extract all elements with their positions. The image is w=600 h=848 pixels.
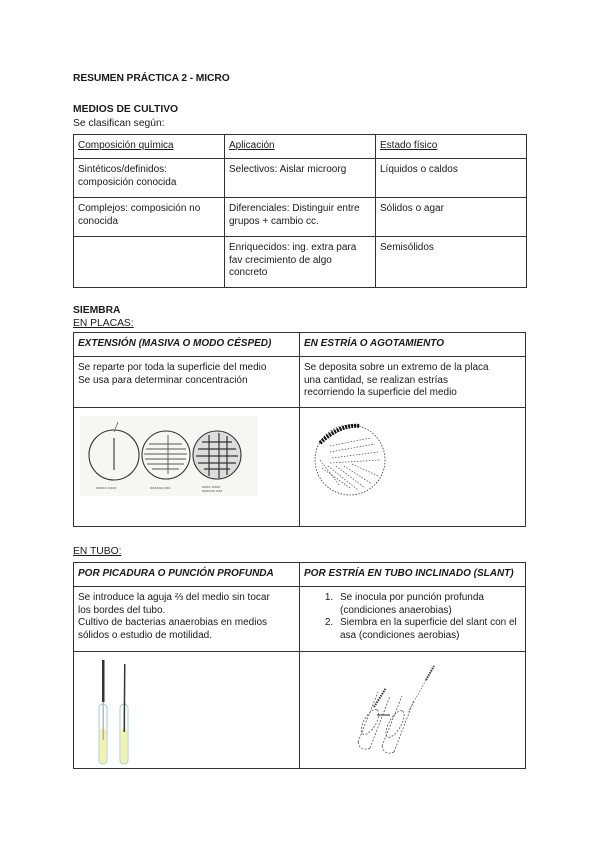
header-cell: EN ESTRÍA O AGOTAMIENTO [300, 333, 526, 357]
table-cell: Se introduce la aguja ⅔ del medio sin tocar los bordes del tubo. Cultivo de bacterias anaerobias en medios sólidos o estudio de motilidad. [74, 587, 300, 652]
table-cell: Se reparte por toda la superficie del medio Se usa para determinar concentración [74, 357, 300, 408]
test-tubes-icon [74, 652, 300, 768]
svg-text:aaaa aaaa: aaaa aaaa [202, 485, 221, 489]
placas-table [73, 332, 526, 527]
header-cell: POR PICADURA O PUNCIÓN PROFUNDA [74, 563, 300, 587]
table-cell: Diferenciales: Distinguir entre grupos + cambio cc. [225, 198, 376, 237]
section-heading-siembra: SIEMBRA [73, 305, 121, 316]
tubo-table [73, 562, 526, 769]
table-row [74, 652, 526, 769]
table-cell: Se deposita sobre un extremo de la placa una cantidad, se realizan estrías recorriendo la superficie del medio [300, 357, 526, 408]
table-row [74, 408, 526, 527]
table-row [74, 357, 526, 408]
slant-tubes-illustration [300, 652, 526, 769]
header-cell: Estado físico [376, 135, 527, 159]
table-header-row [74, 135, 527, 159]
svg-text:aaaaa aaaa: aaaaa aaaa [96, 486, 117, 490]
header-cell: EXTENSIÓN (MASIVA O MODO CÉSPED) [74, 333, 300, 357]
list-item: 2. Siembra en la superficie del slant con el asa (condiciones aerobias) [336, 617, 521, 642]
subheading-tubo: EN TUBO: [73, 546, 122, 557]
table-header-row [74, 563, 526, 587]
slant-tubes-icon [300, 652, 526, 768]
streak-plate-icon [300, 408, 526, 526]
svg-text:aaaaaa aaa: aaaaaa aaa [150, 486, 171, 490]
table-cell: Semisólidos [376, 237, 527, 288]
medios-intro: Se clasifican según: [73, 118, 165, 129]
table-cell: Enriquecidos: ing. extra para fav crecimiento de algo concreto [225, 237, 376, 288]
table-cell [300, 587, 526, 652]
header-cell: Composición química [74, 135, 225, 159]
table-row [74, 198, 527, 237]
slant-steps-list [304, 592, 521, 642]
table-cell [74, 237, 225, 288]
petri-dishes-icon [74, 408, 300, 526]
stab-tubes-illustration [74, 652, 300, 769]
table-header-row [74, 333, 526, 357]
table-cell: Sólidos o agar [376, 198, 527, 237]
subheading-placas: EN PLACAS: [73, 318, 134, 329]
section-heading-medios: MEDIOS DE CULTIVO [73, 104, 179, 115]
streak-plate-illustration [300, 408, 526, 527]
medios-table [73, 134, 527, 288]
table-row [74, 237, 527, 288]
table-cell: Sintéticos/definidos: composición conocida [74, 159, 225, 198]
header-cell: Aplicación [225, 135, 376, 159]
header-cell: POR ESTRÍA EN TUBO INCLINADO (SLANT) [300, 563, 526, 587]
list-item: 1. Se inocula por punción profunda (condiciones anaerobias) [336, 592, 521, 617]
table-cell: Selectivos: Aislar microorg [225, 159, 376, 198]
extension-plates-illustration [74, 408, 300, 527]
document-title: RESUMEN PRÁCTICA 2 - MICRO [73, 73, 230, 84]
table-row [74, 159, 527, 198]
svg-text:aaaaaa aaa: aaaaaa aaa [202, 489, 223, 493]
table-cell: Complejos: composición no conocida [74, 198, 225, 237]
table-cell: Líquidos o caldos [376, 159, 527, 198]
table-row [74, 587, 526, 652]
